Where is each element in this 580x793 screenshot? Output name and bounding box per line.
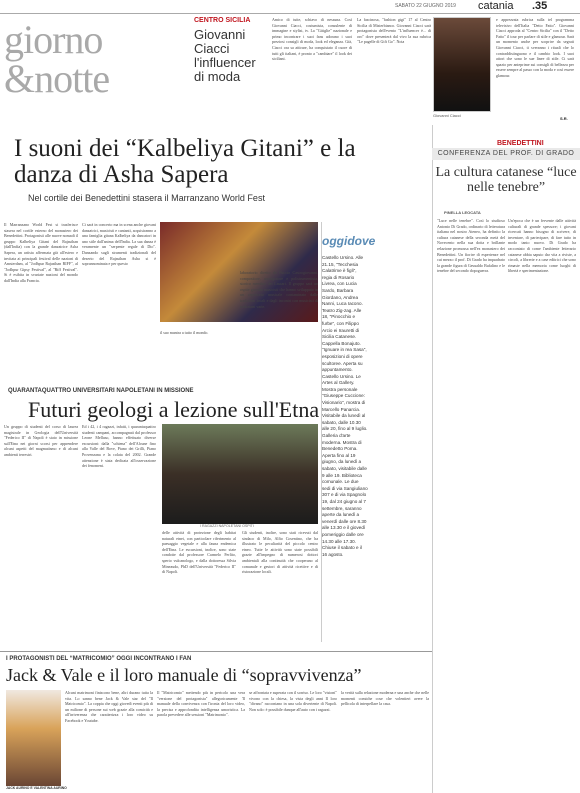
main-column-2: Ci sarà in concerto ma in scena anche giovani danzatrici, musicisti e cantanti, acquisiranno a una famiglia gitana Kalbeliya da dancatori in uno stile dall'anima dell'India. La sua danza è veramente un "serpente regale di Dio". Danzando sugli strumenti tradizionali del deserto del Rajasthan Asha si è soprannominata e per questo	[82, 222, 156, 267]
section-name: catania	[478, 0, 514, 12]
geo-photo-caption: I RAGAZZI NAPOLETANI OSPITI	[200, 524, 254, 528]
top-column-1: Amico di tutte, schiavo di nessuna. Così Giovanni Ciacci, costumista, consulente di immagine e stylist, tv. La "Gitiglie" nazionale e primo incontrare i suoi fans adorano i suoi preziosi consigli di moda, look ed eleganza. Già, Ciacci ora sa attirare, ha conquistato il cuore di tutti gli italiani, è pronto a "cambiare" il look dei siciliani.	[272, 17, 352, 62]
ciacci-photo	[433, 17, 491, 112]
bened-kicker: BENEDETTINI	[497, 140, 544, 147]
main-column-3: il suo mantra a tutto il mondo.	[160, 330, 209, 335]
bened-headline: La cultura catanese “luce nelle tenebre”	[435, 165, 577, 195]
jack-vale-photo	[6, 690, 61, 786]
bened-column-1: "Luce nelle tenebre". Così lo studioso Antonio Di Grado, ordinario di letteratura italiana nel nostro Ateneo, ha definito la cultura catanese della seconda metà del Novecento nella sua dotta e brillante relazione promossa nell'ex monastero dei Benedettini. Un fiorire di esperienze nel cui mezzo il prof. Di Grado ha inquadrato la grande figura di Gesualdo Bufalino e le tenebre del secondo dopoguerra.	[437, 218, 505, 274]
top-signature: S.R.	[560, 116, 568, 121]
main-subhead: Nel cortile dei Benedettini stasera il Marranzano World Fest	[28, 193, 265, 203]
ciacci-photo-caption: Giovanni Ciacci	[433, 113, 461, 118]
top-column-3: e apprezzata rubrica sulla tel programma televisivo dell'Italia "Detto Fatto". Giovanni Ciacci approda al "Centro Sicilia" con il "Detto Fatto" il tour per parlare di stile e glamour. Sarà un momento anche per scoprire da segrati Giovanni Ciacci, ti sveranno i rituali che lo contraddistinguono e il cambio look. I suoi attori che sono le sue linee di stile. Ci sarà spazio per anteprime sui consigli di bellezza per essere sempre al passo con la moda e così essere glamour.	[496, 17, 574, 78]
main-column-4: laboratorio diretto da Puccio Castrogiovanni, compositore, arrangiatore e polistrumentista, storico membro dei Lautari. Il gruppo sarà un ospite giovani musicisti che hanno sviluppato in un repertorio musicale contaminato dalle tradizioni locali e dagli incontri con musicisti di tradizioni varie.	[240, 270, 318, 309]
jv-kicker: I PROTAGONISTI DEL “MATRICOMIO” OGGI INCONTRANO I FAN	[6, 656, 192, 662]
jv-photo-caption: JACK AURINO E VALENTINA AURINO	[6, 786, 67, 790]
section-logo-line2: &notte	[4, 56, 110, 101]
geo-kicker: QUARANTAQUATTRO UNIVERSITARI NAPOLETANI IN MISSIONE	[8, 388, 194, 394]
oggi-dove-listings: Castello Ursino. Alle 21.15, "Tecchesia Calatrime è figli", regia di Rosario Livrea, con Lucia Sardo, Barbara Giordano, Andrea Nanni, Luca Iacono. Teatro Zig-zag. Alle 18, "Pinocchio e furbe", con Filippo Arcio ei Irauretti di Sicilia Catanese. Cappella Bonajuto. "Ignuare in rea Sasa", esposizioni di opere scultoree. Aperta su appuntamento. Castello Ursino. Le Artes al Gallery. Mostra personale "Giuseppe Cuccione: Visionario", mostra di Marcello Panarcia. Visitabile da lunedì al sabato, dalle 10.30 alle 20, fino al 9 luglio. Galleria d'arte moderna. Mostra di Benedetto Poma. Aperta fino al 19 giugno, da lunedì a sabato, visitabile dalle 9 alle 19. Biblioteca comunale. Le due sedi di via Sangiuliano 307 e di via Spagnolo 19, dal 24 giugno al 7 settembre, saranno aperte da lunedì a venerdì dalle ore 8.30 alle 13.30 e il giovedì pomeriggio dalle ore 14.30 alle 17.30. Chiuse il sabato e il 16 agosto.	[322, 255, 368, 557]
top-kicker: CENTRO SICILIA	[194, 17, 251, 24]
geo-column-1: Un gruppo di studenti del corso di laurea magistrale in Geologia dell'Università "Federico II" di Napoli è stato in missione sull'Etna nei giorni scorsi per apprendere alcuni aspetti del magmatismo e di alcuni ambienti terrestri.	[4, 424, 78, 457]
jv-column-3: se affrontata e superata con il sorriso. Le loro "visioni" vivono con la chiesa, la vista degli anni Il loro "divano" raccontano in una sola divertente di Napoli. Non solo: è possibile dunque all'auto con i ragazzi.	[249, 690, 337, 712]
geo-column-2: Ed i 42, i 4 ragazzi, infatti, i quarantaquattro studenti campani, accompagnati dal professor Leone Melluso, hanno effettuato diverse escursioni: dalla "schiena" dell'Alcune fino alla Valle del Bove, Piano dei Grilli, Piano Provenzana e la colata del 2002. Grande attenzione è stata dedicata all'osservazione dei fenomeni.	[82, 424, 156, 469]
bened-author: PINELLA LEOCATA	[444, 210, 481, 215]
jv-column-2: Il "Matricomio" mettendo più in pericolo una vera "versione del protagonista" allegoricamente 'Il manuale della convivenza con l'ironia del loro video, la precisa e approfondita intelligenza umoristica. La parola prevedere alle sessioni "Matrimonio".	[157, 690, 245, 718]
top-headline: Giovanni Ciacci l'influencer di moda	[194, 27, 256, 84]
section-logo-line1: giorno	[4, 17, 103, 62]
geo-headline: Futuri geologi a lezione sull'Etna	[28, 397, 320, 422]
bened-subhead: CONFERENZA DEL PROF. DI GRADO	[437, 150, 575, 157]
bottom-divider	[0, 651, 432, 652]
jv-headline: Jack & Vale e il loro manuale di “sopravvivenza”	[6, 665, 362, 685]
geo-column-4: Gli studenti, inoltre, sono stati ricevuti dal sindaco di Milo, Alfio Cosentino, che ha illustrato le peculiarità del piccolo centro etneo. Tutte le attività sono state possibili grazie all'impegno di numerosi dottori ambientali alla continuità che cooperano al comunale e gestori di attività ricettive e di ristorazione locali.	[242, 530, 318, 575]
page-number: .35	[532, 0, 548, 12]
bened-column-2: Un'epoca che è un fervente dalle attività culturali di grande spessore; i giovani ricercati hanno bisogno di scrivere, di inventare, di partecipare, di fare tutto in modo tanto nuovo. Di Grado ha raccontato di come l'ambiente letterario catanese abbia saputo dar vita a riviste, a circoli, a librerie e a case editrici che sono rimaste nella memoria come luoghi di libertà e sperimentazione.	[508, 218, 576, 274]
main-headline: I suoni dei “Kalbeliya Gitani” e la danza di Asha Sapera	[14, 135, 356, 188]
main-column-1: Il Marranzano World Fest si trasferisce stasera nel cortile esterno del monastero dei Benedettini. Protagonisti alle nuove nomadi il gruppo Kalbeliya Gitani del Rajasthan (dall'India) con la grande danzatrice Asha Sapera, un artista affermata già all'estero e invitata ai principali festival delle nazioni di Amsterdam, al "Jodhpur Rajasthan RIFF", al "Jodhpur Gipsy Festival", al "Riff Festival". Si è esibita in svariate nazioni del mondo dall'India alla Francia.	[4, 222, 78, 283]
geo-column-3: delle attività di protezione degli habitat naturali etnei, con particolare riferimento al paesaggio vegetale e alla fauna endemica dell'Etna. Le escursioni, inoltre, sono state condotte dal professore Carmelo Ferlito, sperto vulcanologo, e dalla dottoressa Silvia Mineaudo, PhD dell'Università "Federico II" di Napoli.	[162, 530, 236, 575]
header-rule	[0, 13, 580, 14]
jv-column-1: Alcuni matrimoni finiscono bene, altri durano tutta la vita. Lo sanno bene Jack & Vale star del "Il Matricomio". La coppia che oggi giovedì eventi più di un milione di persone sui web grazie alla comicità e all'irriverenza che caratterizza i loro video su Facebook e Youtube.	[65, 690, 153, 723]
top-column-2: La fascinosa, "fashion gigi" 17 al Centro Sicilia di Misterbianco. Giovanni Ciacci sarà protagonista dell'evento "L'influencer è... di oro" dove presenterà dal vivo la sua rubrica "Le pagelle di Gift Go". Nota	[357, 17, 431, 45]
geology-students-photo	[162, 424, 318, 524]
header-date: SABATO 22 GIUGNO 2019	[395, 3, 456, 9]
column-divider	[432, 125, 433, 793]
oggi-dove-label: oggidove	[322, 234, 376, 248]
jv-column-4: la verità sulla relazione moderna e una anche che nelle momenti comiche cose che volentieri avere la pellicola di interpellare la casa.	[341, 690, 429, 707]
